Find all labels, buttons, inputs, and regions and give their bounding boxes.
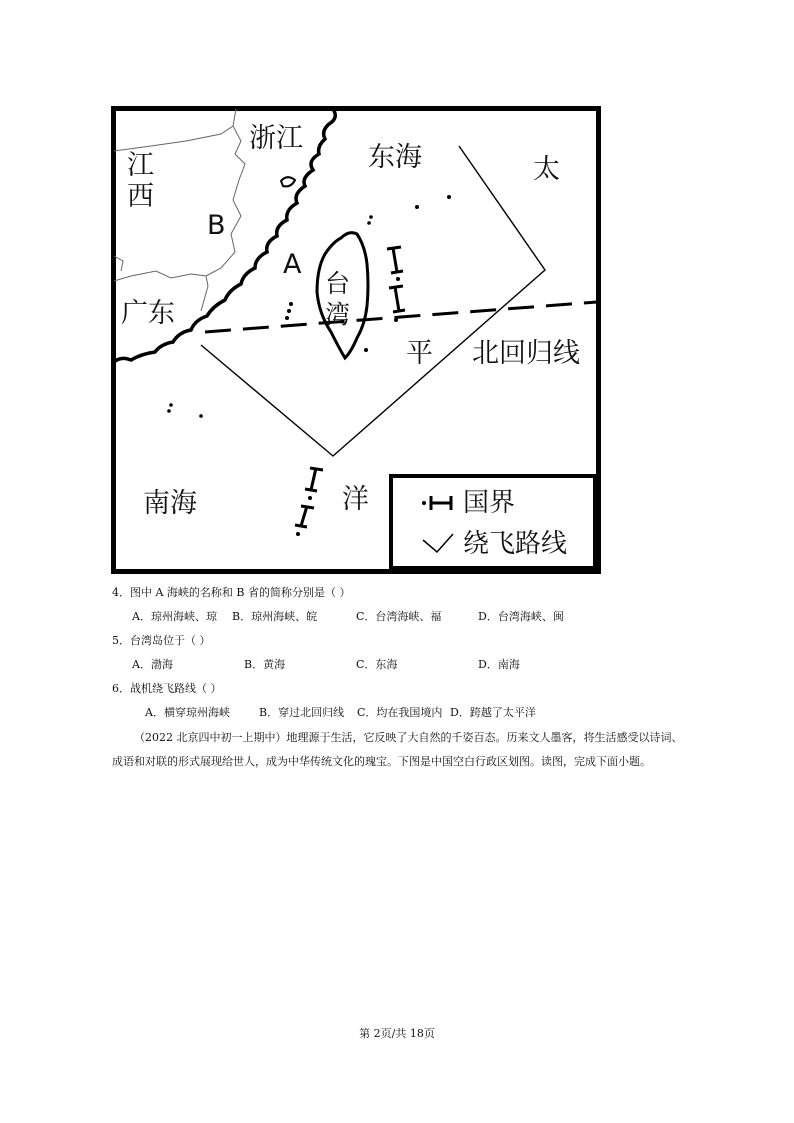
question-6-stem: 6．战机绕飞路线（ ） <box>112 682 222 695</box>
label-a: A <box>283 249 302 280</box>
national-border-east <box>387 247 405 322</box>
label-guangdong: 广东 <box>121 298 175 329</box>
label-yang: 洋 <box>342 484 369 515</box>
label-ping: 平 <box>406 338 433 369</box>
question-5-options <box>112 653 692 677</box>
label-tropic: 北回归线 <box>472 338 580 369</box>
label-nanhai: 南海 <box>143 488 197 519</box>
q6-option-b: B．穿过北回归线 <box>259 706 345 719</box>
map-svg <box>111 106 601 574</box>
q6-option-d: D．跨越了太平洋 <box>450 706 536 719</box>
label-jiangxi-1: 江 <box>127 150 154 181</box>
legend-border-label: 国界 <box>463 488 516 518</box>
zhejiang-border <box>114 109 236 151</box>
reading-intro: （2022 北京四中初一上期中）地理源于生活，它反映了大自然的千姿百态。历来文人墨客，将生活感受以诗词、成语和对联的形式展现给世人，成为中华传统文化的瑰宝。下图是中国空白行政区划图。读图，完成下面小题。 <box>112 731 683 768</box>
q5-option-c: C．东海 <box>356 658 398 671</box>
flight-route <box>201 146 545 456</box>
q4-option-c: C．台湾海峡、福 <box>356 610 442 623</box>
label-taiwan-1: 台 <box>325 269 351 298</box>
question-5-stem: 5．台湾岛位于（ ） <box>112 634 211 647</box>
label-jiangxi-2: 西 <box>127 181 154 212</box>
question-4-options <box>112 605 692 629</box>
q4-option-d: D．台湾海峡、闽 <box>478 610 564 623</box>
question-4-stem: 4．图中 A 海峡的名称和 B 省的简称分别是（ ） <box>112 586 351 599</box>
question-list <box>112 581 692 725</box>
q6-option-a: A．横穿琼州海峡 <box>145 706 230 719</box>
label-taiwan-2: 湾 <box>325 300 351 329</box>
label-tai: 太 <box>533 154 560 185</box>
page-footer: 第 2页/共 18页 <box>359 1027 435 1040</box>
label-donghai: 东海 <box>368 142 422 173</box>
q5-option-b: B．黄海 <box>244 658 286 671</box>
tropic-of-cancer-line <box>205 302 597 332</box>
national-border-south <box>295 468 323 536</box>
label-zhejiang: 浙江 <box>249 123 303 154</box>
q5-option-d: D．南海 <box>478 658 520 671</box>
q4-option-b: B．琼州海峡、皖 <box>232 610 318 623</box>
q5-option-a: A．渤海 <box>132 658 173 671</box>
q6-option-c: C．均在我国境内 <box>357 706 443 719</box>
q4-option-a: A．琼州海峡、琼 <box>132 610 217 623</box>
fujian-jiangxi-border <box>206 126 245 276</box>
label-b: B <box>207 210 226 241</box>
question-6-options <box>112 701 692 725</box>
legend-route-label: 绕飞路线 <box>463 529 568 559</box>
coast-island <box>281 177 295 186</box>
map-figure <box>111 106 601 574</box>
